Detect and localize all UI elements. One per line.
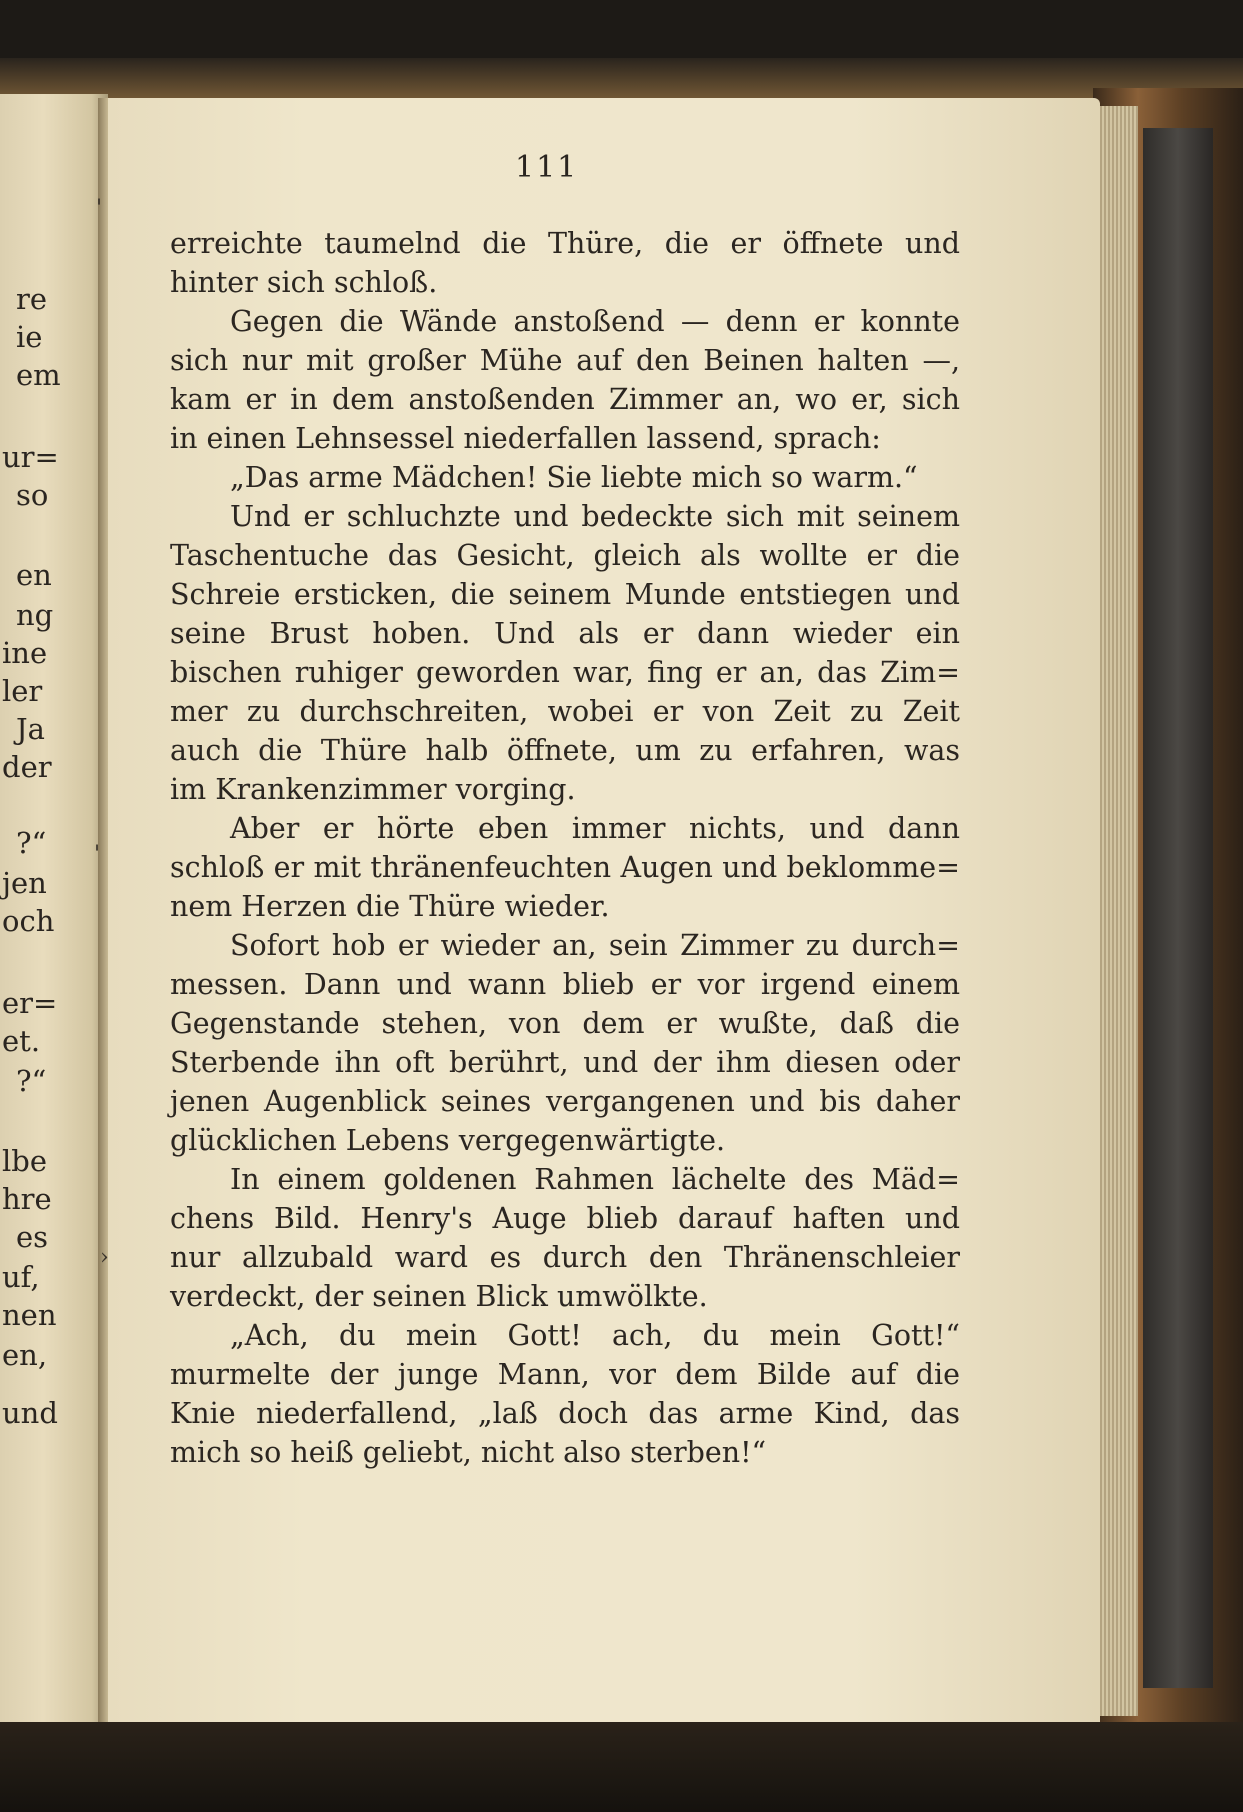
left-page-fragment: ine — [2, 636, 48, 670]
text-line: chens Bild. Henry's Auge blieb darauf haften und — [170, 1202, 960, 1235]
text-line: Sterbende ihn oft berührt, und der ihm diesen oder — [170, 1046, 960, 1079]
text-line: sich nur mit großer Mühe auf den Beinen halten —, — [170, 344, 960, 377]
text-line: Gegen die Wände anstoßend — denn er konnte — [230, 305, 960, 338]
left-page-fragment: ler — [2, 674, 43, 708]
text-line: hinter sich schloß. — [170, 266, 438, 299]
left-page-fragment: ?“ — [16, 1064, 47, 1098]
left-page-fragment: uf, — [2, 1260, 40, 1294]
text-line: „Ach, du mein Gott! ach, du mein Gott!“ — [230, 1319, 960, 1352]
left-page-fragment: und — [2, 1396, 58, 1430]
text-line: in einen Lehnsessel niederfallen lassend, sprach: — [170, 422, 881, 455]
text-line: nem Herzen die Thüre wieder. — [170, 890, 610, 923]
text-line: Und er schluchzte und bedeckte sich mit seinem — [230, 500, 960, 533]
left-page-fragment: nen — [2, 1298, 57, 1332]
text-line: In einem goldenen Rahmen lächelte des Mäd= — [230, 1163, 960, 1196]
left-page-fragment: et. — [2, 1024, 41, 1058]
left-page-fragment: so — [16, 478, 49, 512]
text-line: im Krankenzimmer vorging. — [170, 773, 576, 806]
text-line: jenen Augenblick seines vergangenen und bis daher — [170, 1085, 960, 1118]
text-line: erreichte taumelnd die Thüre, die er öffnete und — [170, 227, 960, 260]
text-line: „Das arme Mädchen! Sie liebte mich so warm.“ — [230, 461, 918, 494]
text-line: nur allzubald ward es durch den Thränenschleier — [170, 1241, 960, 1274]
text-line: schloß er mit thränenfeuchten Augen und beklomme= — [170, 851, 960, 884]
left-page-fragment: en, — [2, 1338, 48, 1372]
text-line: Schreie ersticken, die seinem Munde entstiegen und — [170, 578, 960, 611]
margin-mark: ' — [96, 196, 103, 221]
text-line: murmelte der junge Mann, vor dem Bilde auf die — [170, 1358, 960, 1391]
text-line: Taschentuche das Gesicht, gleich als wollte er die — [170, 539, 960, 572]
text-line: Knie niederfallend, „laß doch das arme Kind, das — [170, 1397, 960, 1430]
page-body-text — [170, 224, 960, 1472]
text-line: Gegenstande stehen, von dem er wußte, daß die — [170, 1007, 960, 1040]
left-page-fragment: ur= — [2, 440, 59, 474]
text-line: bischen ruhiger geworden war, fing er an, das Zim= — [170, 656, 960, 689]
text-line: mich so heiß geliebt, nicht also sterben!“ — [170, 1436, 767, 1469]
left-page-fragment: ?“ — [16, 826, 47, 860]
left-page-fragment: jen — [2, 866, 47, 900]
bottom-shadow — [0, 1722, 1243, 1812]
left-page — [0, 94, 108, 1724]
page-stack-edge — [1098, 106, 1138, 1716]
left-page-fragment: em — [16, 358, 61, 392]
left-page-fragment: er= — [2, 986, 58, 1020]
left-page-fragment: re — [16, 282, 48, 316]
text-line: messen. Dann und wann blieb er vor irgend einem — [170, 968, 960, 1001]
left-page-fragment: och — [2, 904, 55, 938]
text-line: Sofort hob er wieder an, sein Zimmer zu durch= — [230, 929, 960, 962]
left-page-fragment: es — [16, 1220, 49, 1254]
text-line: kam er in dem anstoßenden Zimmer an, wo er, sich — [170, 383, 960, 416]
left-page-fragment: lbe — [2, 1144, 48, 1178]
text-line: auch die Thüre halb öffnete, um zu erfahren, was — [170, 734, 960, 767]
left-page-fragment: en — [16, 558, 52, 592]
left-page-fragment: ie — [16, 320, 43, 354]
text-line: mer zu durchschreiten, wobei er von Zeit zu Zeit — [170, 695, 960, 728]
left-page-fragment: ng — [16, 598, 54, 632]
left-page-fragment: hre — [2, 1182, 52, 1216]
text-line: Aber er hörte eben immer nichts, und dann — [230, 812, 960, 845]
left-page-fragment: der — [2, 750, 52, 784]
leather-spine-strip — [1143, 128, 1213, 1688]
page-number: 111 — [515, 150, 579, 185]
text-line: seine Brust hoben. Und als er dann wieder ein — [170, 617, 960, 650]
left-page-fragment: Ja — [16, 712, 45, 746]
text-line: glücklichen Lebens vergegenwärtigte. — [170, 1124, 726, 1157]
margin-mark: › — [100, 1245, 109, 1270]
text-line: verdeckt, der seinen Blick umwölkte. — [170, 1280, 708, 1313]
margin-mark: ' — [94, 842, 101, 867]
